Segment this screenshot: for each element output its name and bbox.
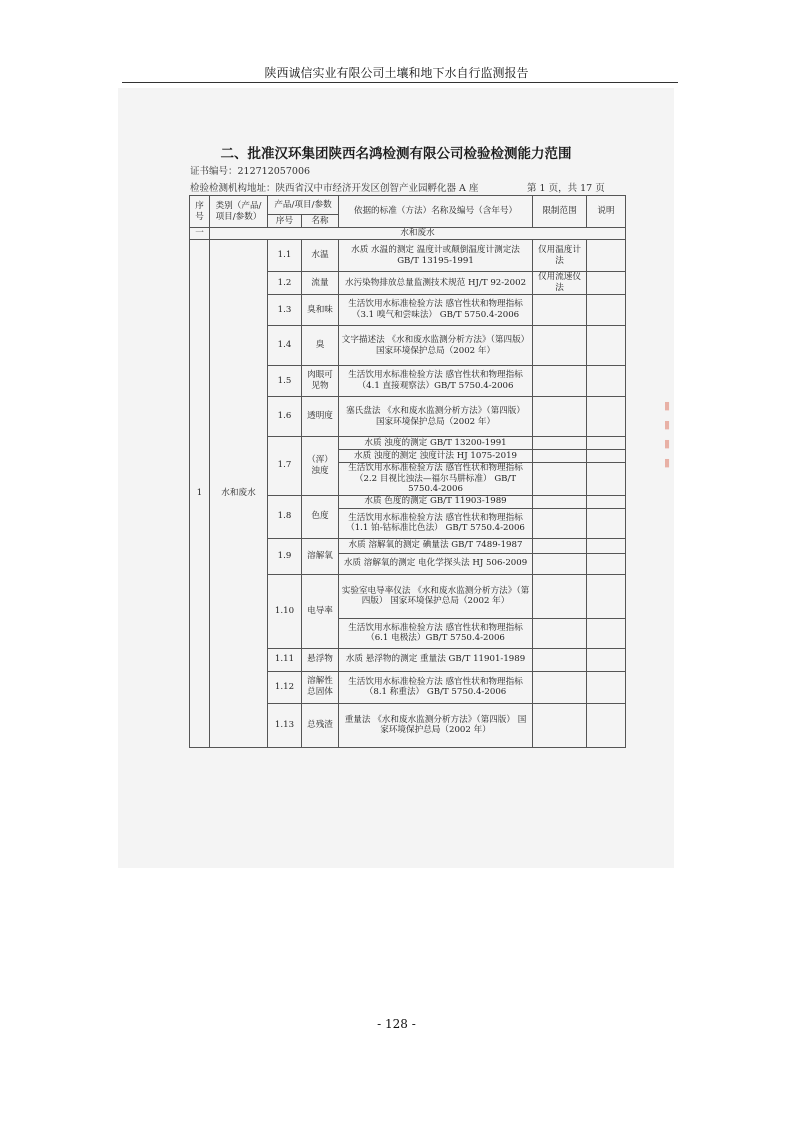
stamp-edge-mark: ▮ ▮ ▮ ▮ [664,399,671,469]
header-sub-seq: 序号 [268,215,302,228]
note-cell [587,450,626,463]
note-cell [587,366,626,397]
institution-address: 检验检测机构地址：陕西省汉中市经济开发区创智产业园孵化器 A 座 [190,183,479,194]
note-cell [587,495,626,508]
note-cell [587,326,626,366]
param-number: 1.1 [268,240,302,272]
note-cell [587,671,626,703]
method-standard: 水质 水温的测定 温度计或颠倒温度计测定法 GB/T 13195-1991 [339,240,533,272]
param-number: 1.5 [268,366,302,397]
param-number: 1.9 [268,538,302,574]
method-standard: 水质 溶解氧的测定 碘量法 GB/T 7489-1987 [339,538,533,553]
param-number: 1.4 [268,326,302,366]
certificate-number: 证书编号：212712057006 [190,166,311,177]
note-cell [587,272,626,295]
note-cell [587,437,626,450]
param-name: 臭 [302,326,339,366]
page-count: 第 1 页，共 17 页 [527,183,605,194]
limit-range [533,463,587,496]
param-name: 溶解氧 [302,538,339,574]
page-header: 陕西诚信实业有限公司土壤和地下水自行监测报告 [264,66,529,80]
param-number: 1.10 [268,574,302,648]
category-name: 水和废水 [210,240,268,748]
section-seq: 一 [190,228,210,240]
param-number: 1.7 [268,437,302,496]
category-seq: 1 [190,240,210,748]
method-standard: 水质 浊度的测定 浊度计法 HJ 1075-2019 [339,450,533,463]
method-standard: 生活饮用水标准检验方法 感官性状和物理指标 （8.1 称重法） GB/T 5750.4-2006 [339,671,533,703]
param-name: 总残渣 [302,703,339,747]
limit-range [533,703,587,747]
method-standard: 生活饮用水标准检验方法 感官性状和物理指标 （2.2 目视比浊法—福尔马肼标准） GB/T 5750.4-2006 [339,463,533,496]
method-standard: 水质 色度的测定 GB/T 11903-1989 [339,495,533,508]
limit-range [533,574,587,618]
param-name: 色度 [302,495,339,538]
param-number: 1.3 [268,295,302,326]
param-name: 电导率 [302,574,339,648]
header-name: 名称 [302,215,339,228]
param-name: 臭和味 [302,295,339,326]
param-name: 水温 [302,240,339,272]
note-cell [587,553,626,574]
capability-table [189,195,626,748]
method-standard: 水质 溶解氧的测定 电化学探头法 HJ 506-2009 [339,553,533,574]
param-name: 悬浮物 [302,648,339,671]
note-cell [587,508,626,538]
limit-range [533,397,587,437]
limit-range [533,495,587,508]
note-cell [587,648,626,671]
header-category: 类别（产品/项目/参数） [210,196,268,228]
header-standard: 依据的标准（方法）名称及编号（含年号） [339,196,533,228]
page-number: - 128 - [377,1017,416,1031]
param-name: （浑）浊度 [302,437,339,496]
param-number: 1.2 [268,272,302,295]
header-limit: 限制范围 [533,196,587,228]
param-name: 溶解性总固体 [302,671,339,703]
limit-range [533,295,587,326]
limit-range [533,508,587,538]
limit-range: 仅用流速仪法 [533,272,587,295]
param-name: 流量 [302,272,339,295]
note-cell [587,703,626,747]
method-standard: 实验室电导率仪法 《水和废水监测分析方法》（第四版） 国家环境保护总局（2002 年） [339,574,533,618]
param-number: 1.12 [268,671,302,703]
param-name: 肉眼可见物 [302,366,339,397]
note-cell [587,618,626,648]
param-number: 1.11 [268,648,302,671]
method-standard: 水质 浊度的测定 GB/T 13200-1991 [339,437,533,450]
method-standard: 生活饮用水标准检验方法 感官性状和物理指标 （3.1 嗅气和尝味法） GB/T 5750.4-2006 [339,295,533,326]
note-cell [587,397,626,437]
limit-range [533,450,587,463]
note-cell [587,574,626,618]
method-standard: 生活饮用水标准检验方法 感官性状和物理指标 （6.1 电极法）GB/T 5750.4-2006 [339,618,533,648]
limit-range [533,553,587,574]
note-cell [587,240,626,272]
limit-range: 仅用温度计法 [533,240,587,272]
limit-range [533,648,587,671]
param-number: 1.13 [268,703,302,747]
limit-range [533,671,587,703]
header-rule [122,82,678,83]
limit-range [533,538,587,553]
limit-range [533,618,587,648]
method-standard: 重量法 《水和废水监测分析方法》（第四版） 国家环境保护总局（2002 年） [339,703,533,747]
method-standard: 生活饮用水标准检验方法 感官性状和物理指标 （4.1 直接观察法）GB/T 5750.4-2006 [339,366,533,397]
document-title: 二、批准汉环集团陕西名鸿检测有限公司检验检测能力范围 [220,146,572,162]
method-standard: 塞氏盘法 《水和废水监测分析方法》（第四版） 国家环境保护总局（2002 年） [339,397,533,437]
method-standard: 水污染物排放总量监测技术规范 HJ/T 92-2002 [339,272,533,295]
param-number: 1.8 [268,495,302,538]
param-name: 透明度 [302,397,339,437]
limit-range [533,326,587,366]
param-number: 1.6 [268,397,302,437]
note-cell [587,295,626,326]
header-product-group: 产品/项目/参数 [268,196,339,215]
note-cell [587,463,626,496]
header-note: 说明 [587,196,626,228]
limit-range [533,437,587,450]
note-cell [587,538,626,553]
table-row [190,240,626,272]
header-seq: 序号 [190,196,210,228]
method-standard: 水质 悬浮物的测定 重量法 GB/T 11901-1989 [339,648,533,671]
limit-range [533,366,587,397]
method-standard: 生活饮用水标准检验方法 感官性状和物理指标 （1.1 铂-钴标准比色法） GB/T 5750.4-2006 [339,508,533,538]
method-standard: 文字描述法 《水和废水监测分析方法》（第四版） 国家环境保护总局（2002 年） [339,326,533,366]
section-label: 水和废水 [210,228,626,240]
